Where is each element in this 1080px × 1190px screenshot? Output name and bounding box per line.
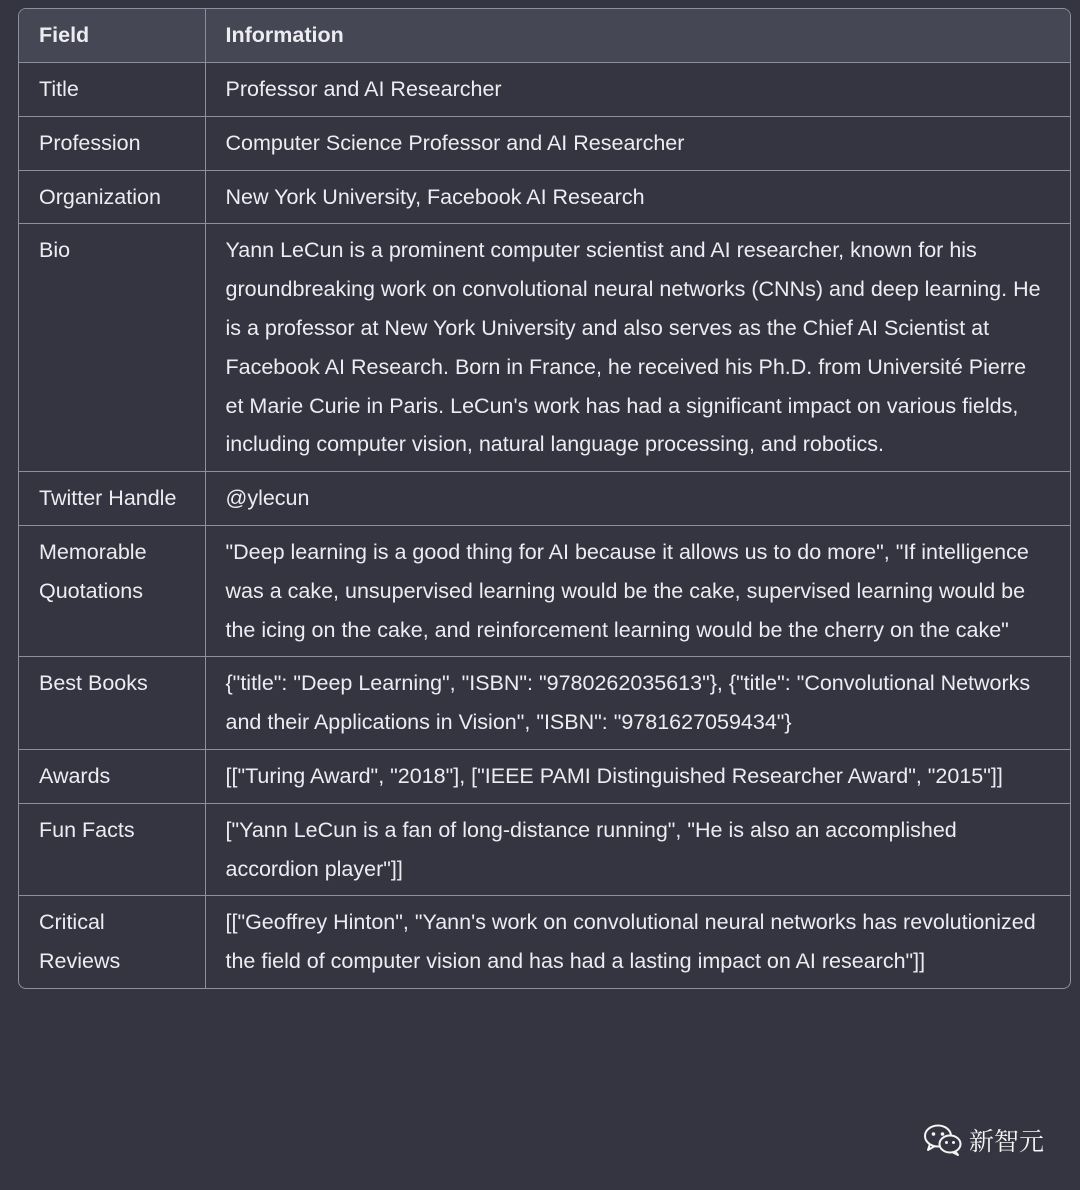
row-field-label: Profession xyxy=(19,116,205,170)
header-information: Information xyxy=(205,9,1070,63)
table-row xyxy=(19,803,1070,896)
row-field-label: Twitter Handle xyxy=(19,472,205,526)
watermark-text: 新智元 xyxy=(968,1127,1044,1156)
table-row xyxy=(19,170,1070,224)
row-field-label: Critical Reviews xyxy=(19,896,205,988)
row-field-label: Organization xyxy=(19,170,205,224)
row-value: Yann LeCun is a prominent computer scientist and AI researcher, known for his groundbreaking work on convolutional neural networks (CNNs) and deep learning. He is a professor at New York University and also serves as the Chief AI Scientist at Facebook AI Research. Born in France, he received his Ph.D. from Université Pierre et Marie Curie in Paris. LeCun's work has had a significant impact on various fields, including computer vision, natural language processing, and robotics. xyxy=(205,224,1070,472)
row-field-label: Memorable Quotations xyxy=(19,525,205,656)
table-row xyxy=(19,749,1070,803)
row-field-label: Bio xyxy=(19,224,205,472)
row-value: Professor and AI Researcher xyxy=(205,63,1070,117)
wechat-icon xyxy=(923,1123,963,1157)
table-row xyxy=(19,896,1070,988)
row-value: New York University, Facebook AI Research xyxy=(205,170,1070,224)
table-row xyxy=(19,63,1070,117)
table-row xyxy=(19,224,1070,472)
table-row xyxy=(19,116,1070,170)
row-field-label: Best Books xyxy=(19,657,205,750)
watermark xyxy=(923,1122,1044,1158)
row-value: [["Turing Award", "2018"], ["IEEE PAMI Distinguished Researcher Award", "2015"]] xyxy=(205,749,1070,803)
info-table xyxy=(19,9,1070,988)
table-row xyxy=(19,657,1070,750)
row-field-label: Awards xyxy=(19,749,205,803)
table-header-row xyxy=(19,9,1070,63)
row-value: "Deep learning is a good thing for AI because it allows us to do more", "If intelligence was a cake, unsupervised learning would be the cake, supervised learning would be the icing on the cake, and reinforcement learning would be the cherry on the cake" xyxy=(205,525,1070,656)
row-value: @ylecun xyxy=(205,472,1070,526)
row-field-label: Fun Facts xyxy=(19,803,205,896)
row-value: [["Geoffrey Hinton", "Yann's work on convolutional neural networks has revolutionized the field of computer vision and has had a lasting impact on AI research"]] xyxy=(225,910,1036,974)
info-table-container xyxy=(18,8,1071,989)
table-row xyxy=(19,472,1070,526)
table-row xyxy=(19,525,1070,656)
row-value: Computer Science Professor and AI Researcher xyxy=(205,116,1070,170)
row-value: ["Yann LeCun is a fan of long-distance running", "He is also an accomplished accordion player"]] xyxy=(205,803,1070,896)
header-field: Field xyxy=(19,9,205,63)
row-field-label: Title xyxy=(19,63,205,117)
row-value: {"title": "Deep Learning", "ISBN": "9780262035613"}, {"title": "Convolutional Networks and their Applications in Vision", "ISBN": "9781627059434"} xyxy=(205,657,1070,750)
